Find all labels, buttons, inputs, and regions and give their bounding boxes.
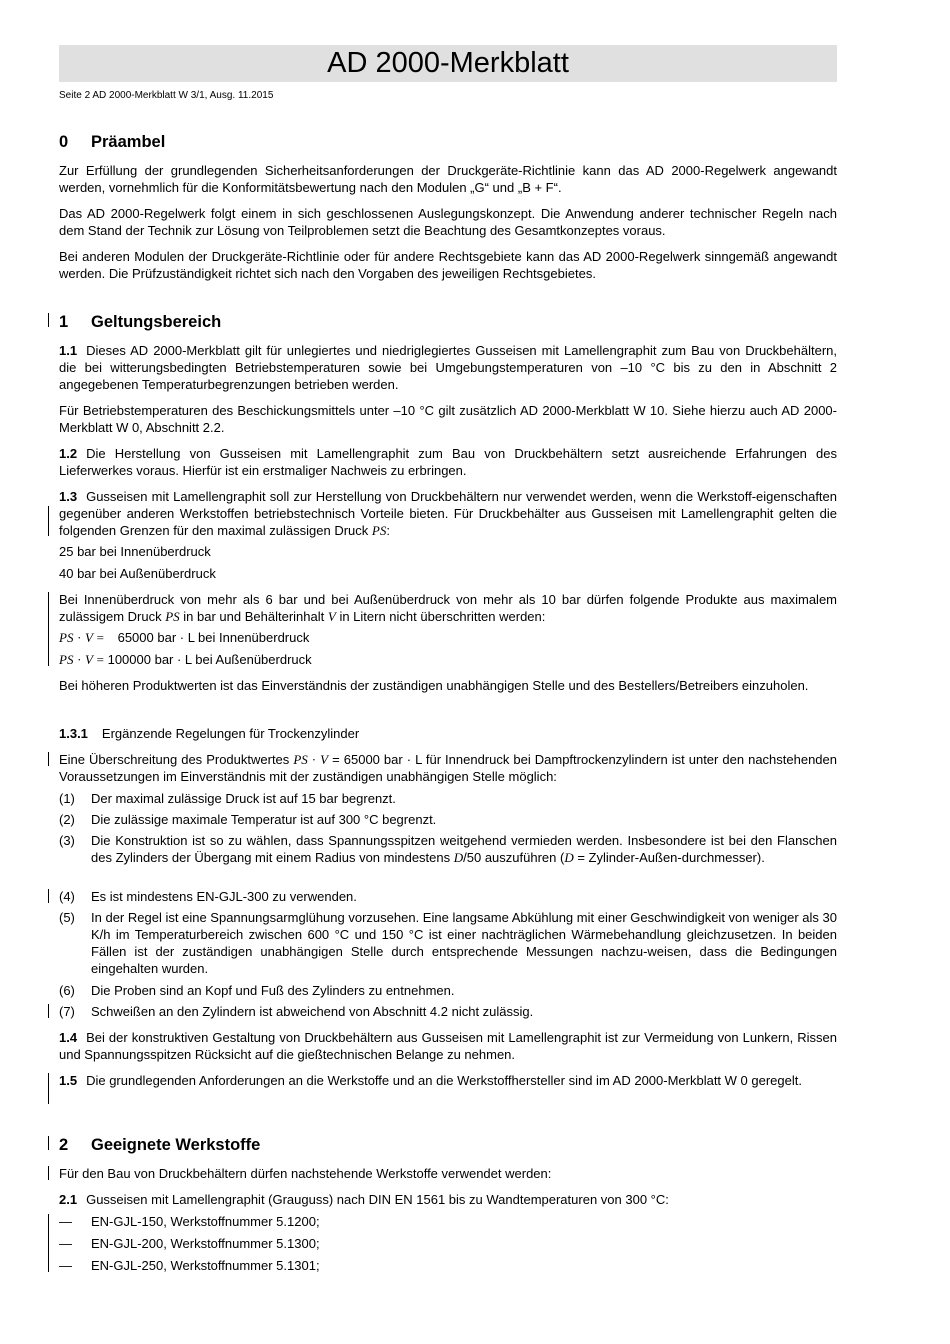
symbol-v: V: [327, 609, 336, 624]
list-item-text-part: = Zylinder-Außen-durchmesser).: [577, 850, 765, 865]
paragraph-text: Gusseisen mit Lamellengraphit soll zur Herstellung von Druckbehältern nur verwendet werden, wenn die Werkstoff-eigenschaften gegenüber anderen Werkstoffen betriebstechnisch Vorteile bieten. Für Druckbehälter aus Gusseisen mit Lamellengraphit gelten die folgenden Grenzen für den maximal zulässigen Druck: [59, 489, 837, 538]
formula-value: 100000 bar · L bei Außenüberdruck: [107, 652, 312, 667]
list-item: [59, 982, 837, 999]
section-0-heading: [59, 132, 165, 152]
change-bar: [48, 592, 49, 666]
paragraph-1-5: [59, 1072, 837, 1089]
list-item-number: (3): [59, 833, 75, 848]
subsection-number: 1.1: [59, 343, 78, 358]
paragraph-1-2: [59, 445, 837, 479]
material-text: EN-GJL-150, Werkstoffnummer 5.1200;: [91, 1214, 320, 1229]
change-bar: [48, 1136, 49, 1150]
change-bar: [48, 1004, 49, 1018]
material-item: [59, 1257, 837, 1274]
formula-line: [59, 651, 837, 668]
material-text: EN-GJL-200, Werkstoffnummer 5.1300;: [91, 1236, 320, 1251]
subsection-number: 1.4: [59, 1030, 78, 1045]
paragraph-text: Die Herstellung von Gusseisen mit Lamellengraphit zum Bau von Druckbehältern setzt ausreichende Erfahrungen des Lieferwerkes voraus. Hierfür ist ein erstmaliger Nachweis zu erbringen.: [59, 446, 837, 478]
subsection-title: Ergänzende Regelungen für Trockenzylinder: [101, 726, 360, 741]
punctuation: :: [386, 523, 390, 538]
symbol-v: V: [320, 752, 329, 767]
operator: ·: [311, 752, 317, 767]
paragraph: Bei anderen Modulen der Druckgeräte-Richtlinie oder für andere Rechtsgebiete kann das AD 2000-Regelwerk sinngemäß angewandt werden. Die Prüfzuständigkeit richtet sich nach den Vorgaben des jeweiligen Rechtsgebietes.: [59, 249, 837, 281]
list-item: [59, 832, 837, 866]
paragraph-1-3-1-heading: [59, 725, 837, 742]
dash-bullet: —: [59, 1214, 72, 1229]
list-item: [59, 909, 837, 977]
symbol-d: D: [453, 850, 464, 865]
section-title: Geltungsbereich: [91, 313, 222, 331]
list-item-text: [91, 832, 837, 866]
material-item: [59, 1235, 837, 1252]
paragraph-text: Dieses AD 2000-Merkblatt gilt für unlegiertes und niedriglegiertes Gusseisen mit Lamellengraphit zum Bau von Druckbehältern, die bei witterungsbedingten Betriebstemperaturen sowie bei Umgebungstemperaturen von –10 °C bis zu den in Abschnitt 2 angegebenen Temperaturbegrenzungen betrieben werden.: [59, 343, 837, 392]
change-bar: [48, 313, 49, 327]
paragraph: Bei höheren Produktwerten ist das Einverständnis der zuständigen unabhängigen Stelle und des Bestellers/Betreibers einzuholen.: [59, 678, 809, 693]
dash-bullet: —: [59, 1236, 72, 1251]
list-item-number: (4): [59, 889, 75, 904]
list-item-number: (5): [59, 910, 75, 925]
formula-line: [59, 629, 837, 646]
paragraph-text: in Litern nicht überschritten werden:: [339, 609, 546, 624]
paragraph-1-3: [59, 488, 837, 539]
limit-line: 25 bar bei Innenüberdruck: [59, 544, 211, 559]
change-bar: [48, 752, 49, 766]
subsection-number: 1.2: [59, 446, 78, 461]
list-item-number: (6): [59, 983, 75, 998]
paragraph-text: in bar und Behälterinhalt: [183, 609, 325, 624]
operator: ·: [77, 630, 82, 645]
subsection-number: 2.1: [59, 1192, 78, 1207]
symbol-ps: PS: [371, 523, 387, 538]
list-item: [59, 811, 837, 828]
list-item-text: Der maximal zulässige Druck ist auf 15 bar begrenzt.: [91, 791, 396, 806]
section-title: Präambel: [91, 133, 166, 151]
change-bar: [48, 1073, 49, 1104]
change-bar: [48, 1214, 49, 1272]
document-title-bar: [59, 45, 837, 82]
paragraph-text: Eine Überschreitung des Produktwertes: [59, 752, 290, 767]
list-item-text: Schweißen an den Zylindern ist abweichend von Abschnitt 4.2 nicht zulässig.: [91, 1004, 534, 1019]
symbol-ps: PS: [59, 652, 74, 667]
paragraph-text: Bei der konstruktiven Gestaltung von Druckbehältern aus Gusseisen mit Lamellengraphit ist zur Vermeidung von Lunkern, Rissen und Spannungsspitzen Rücksicht auf die gießtechnischen Belange zu nehmen.: [59, 1030, 837, 1062]
change-bar: [48, 506, 49, 536]
change-bar: [48, 1166, 49, 1180]
change-bar: [48, 889, 49, 903]
page-subline: Seite 2 AD 2000-Merkblatt W 3/1, Ausg. 11.2015: [59, 90, 274, 101]
material-text: EN-GJL-250, Werkstoffnummer 5.1301;: [91, 1258, 320, 1273]
subsection-number: 1.5: [59, 1073, 78, 1088]
list-item-number: (1): [59, 791, 75, 806]
section-number: 2: [59, 1136, 69, 1154]
limit-line: 40 bar bei Außenüberdruck: [59, 566, 216, 581]
list-item: [59, 790, 837, 807]
paragraph: [59, 591, 837, 625]
subsection-number: 1.3.1: [59, 726, 88, 741]
paragraph-text: Die grundlegenden Anforderungen an die Werkstoffe und an die Werkstoffhersteller sind im AD 2000-Merkblatt W 0 geregelt.: [86, 1073, 802, 1088]
list-item-number: (2): [59, 812, 75, 827]
paragraph-text: Gusseisen mit Lamellengraphit (Grauguss) nach DIN EN 1561 bis zu Wandtemperaturen von 300 °C:: [86, 1192, 669, 1207]
dash-bullet: —: [59, 1258, 72, 1273]
paragraph: [59, 751, 837, 785]
subsection-number: 1.3: [59, 489, 78, 504]
paragraph-text: Bei Innenüberdruck von mehr als 6 bar und bei Außenüberdruck von mehr als 10 bar dürfen folgende Produkte aus maximalem zulässigem Druck: [59, 592, 837, 624]
section-2-heading: [59, 1135, 260, 1155]
paragraph: Das AD 2000-Regelwerk folgt einem in sich geschlossenen Auslegungskonzept. Die Anwendung anderer technischer Regeln nach dem Stand der Technik zur Lösung von Teilproblemen setzt die Beachtung des Gesamtkonzeptes voraus.: [59, 206, 837, 238]
document-title: AD 2000-Merkblatt: [327, 47, 569, 79]
operator: =: [96, 652, 104, 667]
list-item: [59, 1003, 837, 1020]
list-item-text: In der Regel ist eine Spannungsarmglühung vorzusehen. Eine langsame Abkühlung mit einer Geschwindigkeit von weniger als 30 K/h im Temperaturbereich zwischen 600 °C und 150 °C ist einer nachträglichen Wärmebehandlung gleichzusetzen. In beiden Fällen ist der zuständigen unabhängigen Stelle durch entsprechende Messungen nachzu-weisen, dass die Bedingungen eingehalten wurden.: [91, 910, 837, 976]
paragraph: Für Betriebstemperaturen des Beschickungsmittels unter –10 °C gilt zusätzlich AD 2000-Merkblatt W 10. Siehe hierzu auch AD 2000-Merkblatt W 0, Abschnitt 2.2.: [59, 403, 837, 435]
paragraph: Für den Bau von Druckbehältern dürfen nachstehende Werkstoffe verwendet werden:: [59, 1166, 552, 1181]
section-number: 0: [59, 133, 69, 151]
paragraph-text: = 65000 bar · L für Innendruck bei Dampftrockenzylindern ist unter den nachstehenden Voraussetzungen im Einverständnis mit der zuständigen unabhängigen Stelle möglich:: [59, 752, 837, 784]
operator: =: [96, 630, 104, 645]
symbol-d: D: [564, 850, 574, 865]
formula-value: 65000 bar · L bei Innenüberdruck: [117, 630, 310, 645]
list-item-text-part: /50 auszuführen (: [463, 850, 565, 865]
symbol-ps: PS: [165, 609, 180, 624]
symbol-v: V: [85, 652, 93, 667]
paragraph-2-1: [59, 1191, 837, 1208]
list-item: [59, 888, 837, 905]
list-item-text: Die Proben sind an Kopf und Fuß des Zylinders zu entnehmen.: [91, 983, 455, 998]
paragraph-1-1: [59, 342, 837, 393]
list-item-number: (7): [59, 1004, 75, 1019]
paragraph: Zur Erfüllung der grundlegenden Sicherheitsanforderungen der Druckgeräte-Richtlinie kann das AD 2000-Regelwerk angewandt werden, vornehmlich für die Konformitätsbewertung nach den Modulen „G“ und „B + F“.: [59, 163, 837, 195]
symbol-v: V: [85, 630, 93, 645]
list-item-text: Es ist mindestens EN-GJL-300 zu verwenden.: [91, 889, 357, 904]
section-1-heading: [59, 312, 221, 332]
section-title: Geeignete Werkstoffe: [91, 1136, 261, 1154]
list-item-text-part: Die Konstruktion ist so zu wählen, dass Spannungsspitzen weitgehend vermieden werden. Insbesondere ist bei den Flanschen des Zylinders der Übergang mit einem Radius von mindestens: [91, 833, 837, 865]
symbol-ps: PS: [59, 630, 74, 645]
symbol-ps: PS: [293, 752, 308, 767]
operator: ·: [77, 652, 82, 667]
paragraph-1-4: [59, 1029, 837, 1063]
section-number: 1: [59, 313, 69, 331]
list-item-text: Die zulässige maximale Temperatur ist auf 300 °C begrenzt.: [91, 812, 437, 827]
material-item: [59, 1213, 837, 1230]
